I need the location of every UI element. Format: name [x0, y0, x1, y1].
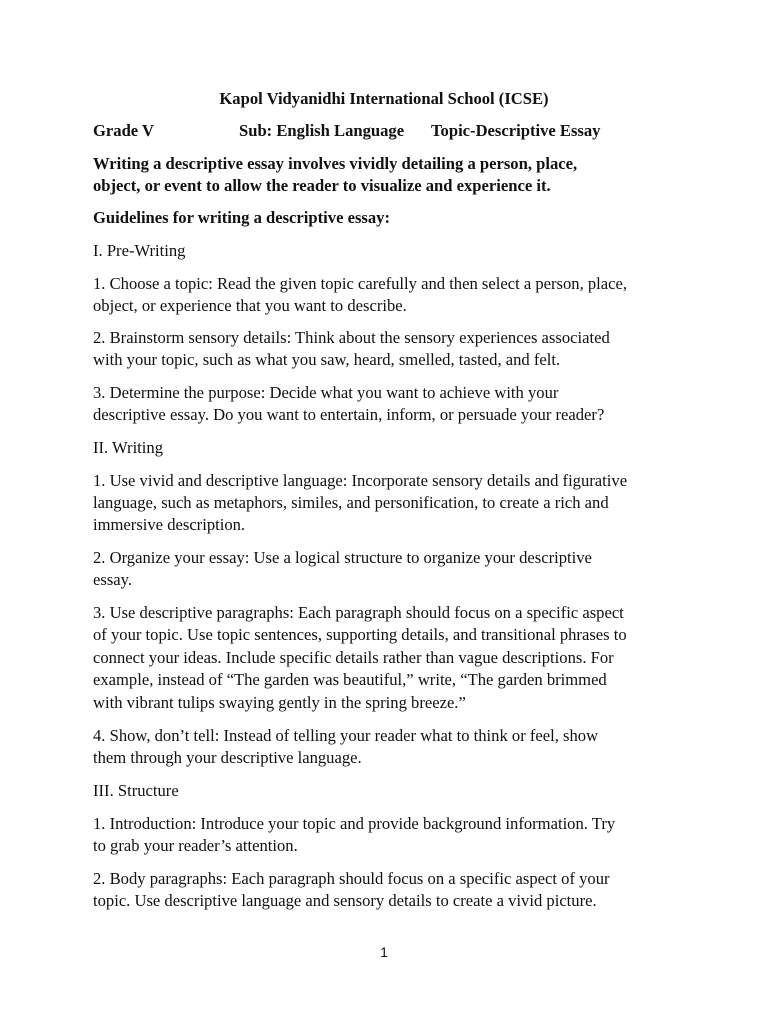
list-item-line: 1. Choose a topic: Read the given topic carefully and then select a person, place, — [93, 274, 628, 293]
list-item-line: object, or experience that you want to describe. — [93, 296, 407, 315]
list-item-line: with vibrant tulips swaying gently in the spring breeze.” — [93, 693, 466, 712]
list-item-line: topic. Use descriptive language and sensory details to create a vivid picture. — [93, 891, 597, 910]
list-item-line: language, such as metaphors, similes, and personification, to create a rich and — [93, 493, 609, 512]
page-number: 1 — [380, 944, 388, 960]
section-heading-prewriting: I. Pre-Writing — [93, 241, 186, 260]
list-item-line: connect your ideas. Include specific details rather than vague descriptions. For — [93, 648, 614, 667]
list-item-line: example, instead of “The garden was beautiful,” write, “The garden brimmed — [93, 670, 607, 689]
grade-label: Grade V — [93, 121, 154, 140]
school-name: Kapol Vidyanidhi International School (ICSE) — [219, 89, 549, 108]
list-item-line: 4. Show, don’t tell: Instead of telling your reader what to think or feel, show — [93, 726, 599, 745]
section-heading-writing: II. Writing — [93, 438, 163, 457]
list-item-line: 2. Body paragraphs: Each paragraph should focus on a specific aspect of your — [93, 869, 610, 888]
intro-line: object, or event to allow the reader to visualize and experience it. — [93, 176, 551, 195]
list-item-line: 3. Use descriptive paragraphs: Each paragraph should focus on a specific aspect — [93, 603, 624, 622]
intro-line: Writing a descriptive essay involves vividly detailing a person, place, — [93, 154, 578, 173]
list-item-line: 2. Organize your essay: Use a logical structure to organize your descriptive — [93, 548, 592, 567]
topic-label: Topic-Descriptive Essay — [431, 121, 601, 140]
list-item-line: of your topic. Use topic sentences, supporting details, and transitional phrases to — [93, 625, 627, 644]
list-item-line: with your topic, such as what you saw, heard, smelled, tasted, and felt. — [93, 350, 561, 369]
section-heading-structure: III. Structure — [93, 781, 179, 800]
guidelines-heading: Guidelines for writing a descriptive essay: — [93, 208, 390, 227]
subject-label: Sub: English Language — [239, 121, 405, 140]
list-item-line: 1. Introduction: Introduce your topic and provide background information. Try — [93, 814, 616, 833]
list-item-line: to grab your reader’s attention. — [93, 836, 298, 855]
list-item-line: descriptive essay. Do you want to entertain, inform, or persuade your reader? — [93, 405, 605, 424]
list-item-line: 2. Brainstorm sensory details: Think about the sensory experiences associated — [93, 328, 610, 347]
list-item-line: 1. Use vivid and descriptive language: Incorporate sensory details and figurative — [93, 471, 628, 490]
list-item-line: immersive description. — [93, 515, 246, 534]
list-item-line: them through your descriptive language. — [93, 748, 362, 767]
list-item-line: 3. Determine the purpose: Decide what you want to achieve with your — [93, 383, 559, 402]
list-item-line: essay. — [93, 570, 133, 589]
